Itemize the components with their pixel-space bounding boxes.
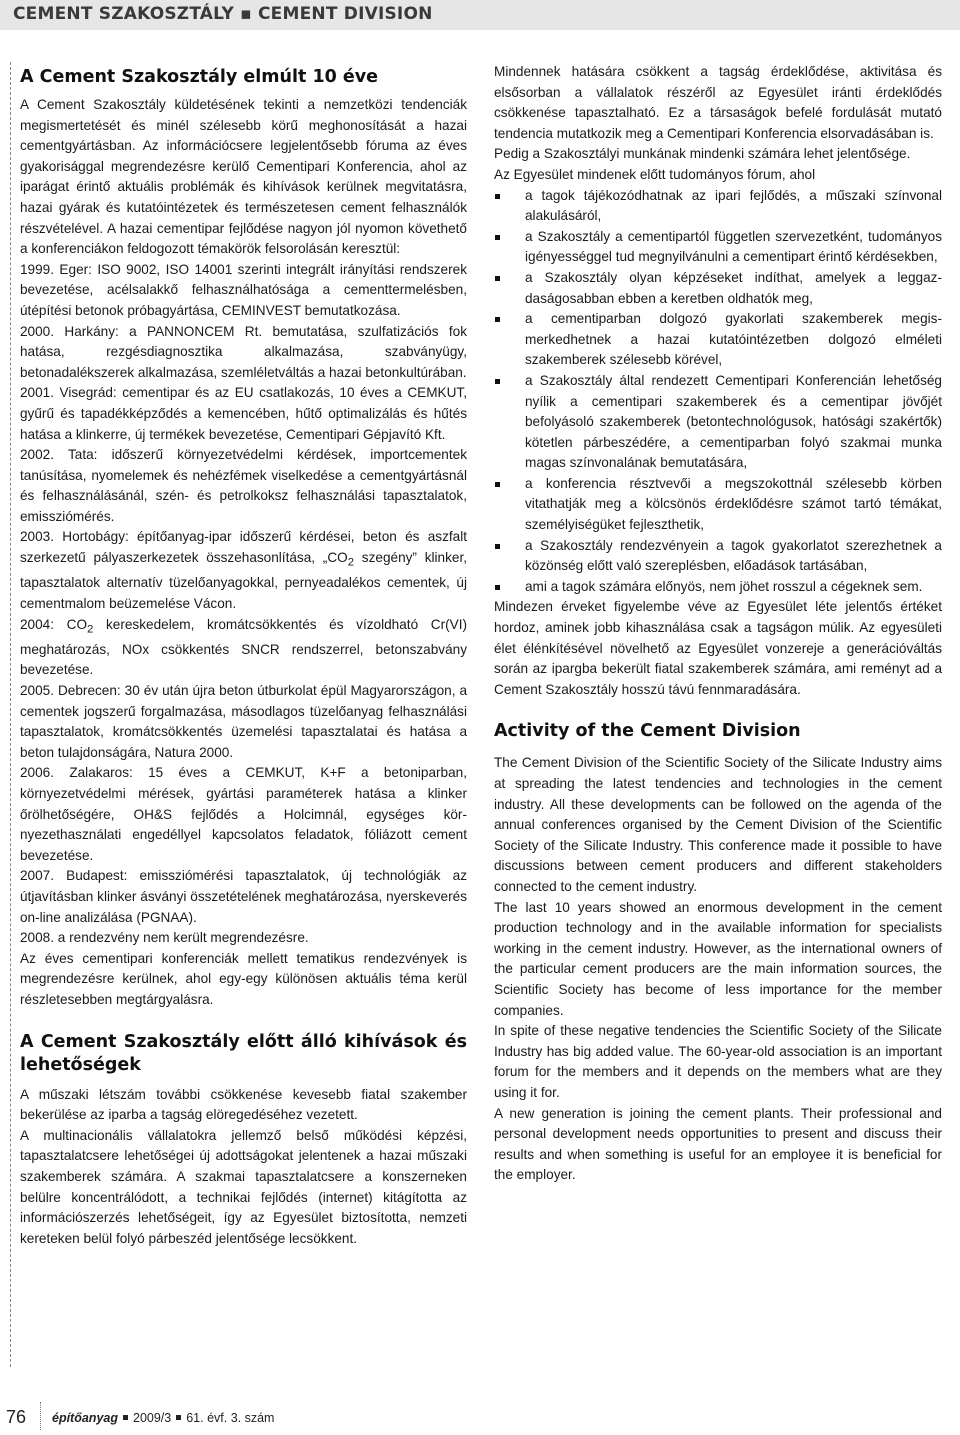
list-item-text: a Szakosztály a cementipartól független szervezetként, tudományos igényességgel tud megnyilvánulni a cementipart érintő kérdésekben, <box>525 228 942 265</box>
section-heading-english: Activity of the Cement Division <box>494 721 801 742</box>
bullet-square-icon <box>495 379 500 384</box>
text-part: 2004: CO <box>20 616 88 632</box>
paragraph: The last 10 years showed an enormous development in the cement production technology and in the available information for specialists working in the cement industry. However, as the international owners of the particular cement producers are the main information sources, the Scientific Society has become of less importance for the member companies. <box>494 899 942 1018</box>
list-item <box>494 577 942 598</box>
list-item-text: a Szakosztály rendezvényein a tagok gyakorlatot szerezhetnek a közönség előtt való szereplésben, előadások tartásában, <box>525 537 942 574</box>
bullet-square-icon <box>495 276 500 281</box>
bullet-square-icon <box>495 544 500 549</box>
bullet-square-icon <box>495 482 500 487</box>
margin-dashed-rule <box>10 62 11 1367</box>
paragraph: Pedig a Szakosztályi munkának mindenki számára lehet jelentősége. <box>494 146 911 162</box>
paragraph: 2002. Tata: időszerű környezetvédelmi kérdések, importcementek tanúsítása, nyomelemek és nehézfémek viselkedése a cementgyártásnál és felhasználásánál, szén- és petrolkoksz felhasználási tapasztalatok, emissziómérés. <box>20 447 467 524</box>
section-heading-history: A Cement Szakosztály elmúlt 10 éve <box>20 67 379 87</box>
list-item-text: a cementiparban dolgozó gyakorlati szakemberek megismerkedhetnek a hazai kutatóintézetben dolgozó elméleti szakemberek szélesebb körével, <box>525 311 942 368</box>
paragraph: A new generation is joining the cement plants. Their professional and personal development needs opportunities to present and discuss their results and when something is useful for an employee it is beneficial for the employer. <box>494 1105 942 1183</box>
paragraph: Az éves cementipari konferenciák mellett tematikus rendezvények is megrendezésre kerülnek, ahol egy-egy különösen aktuális téma kerül részletesebben megtárgyalásra. <box>20 950 467 1007</box>
list-item <box>494 474 942 536</box>
subscript: 2 <box>347 556 355 569</box>
bullet-square-icon <box>495 317 500 322</box>
list-item <box>494 309 942 371</box>
list-item <box>494 227 942 268</box>
bullet-square-icon <box>495 585 500 590</box>
paragraph: Az Egyesület mindenek előtt tudományos fórum, ahol <box>494 166 816 182</box>
paragraph: A Cement Szakosztály küldetésének tekinti a nemzetközi tendenciák megismertetését és minél szélesebb körű meghonosítását a hazai cementgyártásban. Az információcsere legjelentősebb fóruma az éves gyakorisággal megrendezésre kerülő Cementipari Konferencia, ahol az iparágat érintő aktuális problémák és kihívások kerülnek megvitatásra, hazai gyárak és kutatóintézetek és természetesen cement felhasználók részvételével. A hazai cementipar fejlődése nagyon jól nyomon követhető a konferenciákon feldogozott témakörök felsorolásán keresztül: <box>20 97 467 257</box>
list-item <box>494 268 942 309</box>
issue-year: 2009/3 <box>133 1411 172 1425</box>
right-column <box>494 62 942 1186</box>
list-item-text: a konferencia résztvevői a megszokottnál szélesebb körben vitathatják meg a kölcsönös érdeklődésre számot tartó témákat, személyiségüket fejleszthetik, <box>525 475 942 533</box>
paragraph-2004 <box>20 615 467 682</box>
paragraph: 2007. Budapest: emissziómérési tapasztalatok, új technológiák az útjavításban klinker ásványi összetételének meghatározása, nyerskeverés on-line analizálása (PGNAA). <box>20 868 467 925</box>
paragraph: A multinacionális vállalatokra jellemző belső működési képzési, tapasztalatcsere lehetőségei új adottságokat jelentenek a hazai műszaki szakemberek számára. A szakmai tapasztalatcsere a konszerneken belülre koncentrálódott, a technikai fejlődés (internet) kitágította az információszerzés lehetőségeit, így az Egyesület biztosította, nemzeti kereteken belül folyó párbeszéd jelentősége lecsökkent. <box>20 1127 467 1246</box>
paragraph-2003 <box>20 527 467 614</box>
publication-info <box>52 1411 274 1425</box>
header-title: CEMENT SZAKOSZTÁLY ▪ CEMENT DIVISION <box>13 4 433 24</box>
footer-divider <box>40 1402 41 1430</box>
paragraph: In spite of these negative tendencies the Scientific Society of the Silicate Industry has big added value. The 60-year-old association is an important forum for the members and it depends on the members what are they using it for. <box>494 1023 942 1100</box>
paragraph: A műszaki létszám további csökkenése kevesebb fiatal szakember bekerülése az iparba a tagság elöregedéséhez vezetett. <box>20 1086 467 1123</box>
paragraph: Mindezen érveket figyelembe véve az Egyesület léte jelentős értéket hordoz, aminek jobb kihasználása csak a tagságon múlik. Az egyesületi élet élénkítésével növelhető az Egyesület vonzereje a generációváltás során az ipargba bekerült fiatal szakemberek számára, ami reményt ad a Cement Szakosztály hosszú távú fennmaradására. <box>494 599 942 697</box>
issue-volume: 61. évf. 3. szám <box>186 1411 275 1425</box>
left-column <box>20 62 467 1249</box>
running-header <box>0 0 960 30</box>
subscript: 2 <box>87 623 94 636</box>
separator-dot-icon <box>176 1415 181 1420</box>
paragraph: The Cement Division of the Scientific Society of the Silicate Industry aims at spreading the latest tendencies and technologies in the cement industry. All these developments can be followed on the agenda of the annual conferences organised by the Cement Division of the Scientific Society of the Silicate Industry. This conference made it possible to have discussions between cement producers and different stakeholders connected to the cement industry. <box>494 755 942 894</box>
paragraph: 2006. Zalakaros: 15 éves a CEMKUT, K+F a betoniparban, környezetvédelmi mérések, gyártási paraméterek hatása a klinker őrölhetőségére, OH&S fejlődés a Holcimnál, egységes környezethasználati engedéllyel kapcsolatos feladatok, fóliázott cement bevezetése. <box>20 765 467 863</box>
section-heading-challenges: A Cement Szakosztály előtt álló kihívások és lehetőségek <box>20 1031 467 1075</box>
bullet-square-icon <box>495 194 500 199</box>
separator-dot-icon <box>123 1415 128 1420</box>
list-item <box>494 186 942 227</box>
paragraph: 2008. a rendezvény nem került megrendezésre. <box>20 930 309 946</box>
list-item <box>494 536 942 577</box>
text-part: kereskedelem, kromátcsökkentés és vízoldható Cr(VI) meghatározás, NOx csökkentés SNCR rendszerrel, betonszabvány bevezetése. <box>20 616 468 678</box>
list-item <box>494 371 942 474</box>
paragraph: 2005. Debrecen: 30 év után újra beton útburkolat épül Magyarországon, a cementek jogszerű forgalmazása, másodlagos tüzelőanyag felhasználási tapasztalatok, kromátcsökkentés üzemelési tapasztalatai és hatása a beton tulajdonságára, Natura 2000. <box>20 683 467 760</box>
text-part: szegény” klinker, tapasztalatok alternatív tüzelőanyagokkal, pernyeadalékos cementek, új cementmalom beüzemelése Vácon. <box>20 550 467 611</box>
list-item-text: a Szakosztály olyan képzéseket indíthat, amelyek a leggazdaságosabban ebben a keretben oldhatók meg, <box>525 269 942 306</box>
paragraph: 1999. Eger: ISO 9002, ISO 14001 szerinti integrált irányítási rendszerek bevezetése, acélsalakkő felhasználhatósága a cementtermelésben, útépítési betonok próbagyártása, CEMINVEST bemutatkozása. <box>20 261 467 318</box>
paragraph: 2001. Visegrád: cementipar és az EU csatlakozás, 10 éves a CEMKUT, gyűrű és tapadékképződés a kemencében, hűtő optimalizálás és hűtés hatása a klinkerre, új termékek bevezetése, Cementipari Gépjavító Kft. <box>20 385 467 442</box>
list-item-text: a Szakosztály által rendezett Cementipari Konferencián lehetőség nyílik a cementipari szakemberek és a cementipar jövőjét befolyásoló szakemberek (betontechnológusok, hatósági szakértők) kötetlen párbeszédére, a cementiparban folyó szakmai munka magas színvonalának bemutatására, <box>525 372 942 471</box>
paragraph: Mindennek hatására csökkent a tagság érdeklődése, aktivitása és elsősorban a vállalatok részéről az Egyesület iránti érdeklődés csökkenése tapasztalható. Ez a társaságok befelé fordulását mutató tendencia mutatkozik meg a Cementipari Konferencia elsorvadásában is. <box>494 64 942 141</box>
list-item-text: a tagok tájékozódhatnak az ipari fejlődés, a műszaki színvonal alakulásáról, <box>525 187 942 224</box>
paragraph: 2000. Harkány: a PANNONCEM Rt. bemutatása, szulfatizációs fok hatása, rezgésdiagnosztika alkalmazása, szabványügy, betonadalékszerek alkalmazása, szemléletváltás a hazai betonkultúrában. <box>20 323 467 380</box>
page-number: 76 <box>6 1407 27 1427</box>
text-part: 2003. Hortobágy: építőanyag-ipar időszerű kérdései, beton és aszfalt szerkezetű pályaszerkezetek összehasonlítása, „CO <box>20 529 467 566</box>
journal-name: építőanyag <box>52 1411 118 1425</box>
benefits-list <box>494 186 942 598</box>
bullet-square-icon <box>495 235 500 240</box>
list-item-text: ami a tagok számára előnyös, nem jöhet rosszul a cégeknek sem. <box>525 578 923 594</box>
